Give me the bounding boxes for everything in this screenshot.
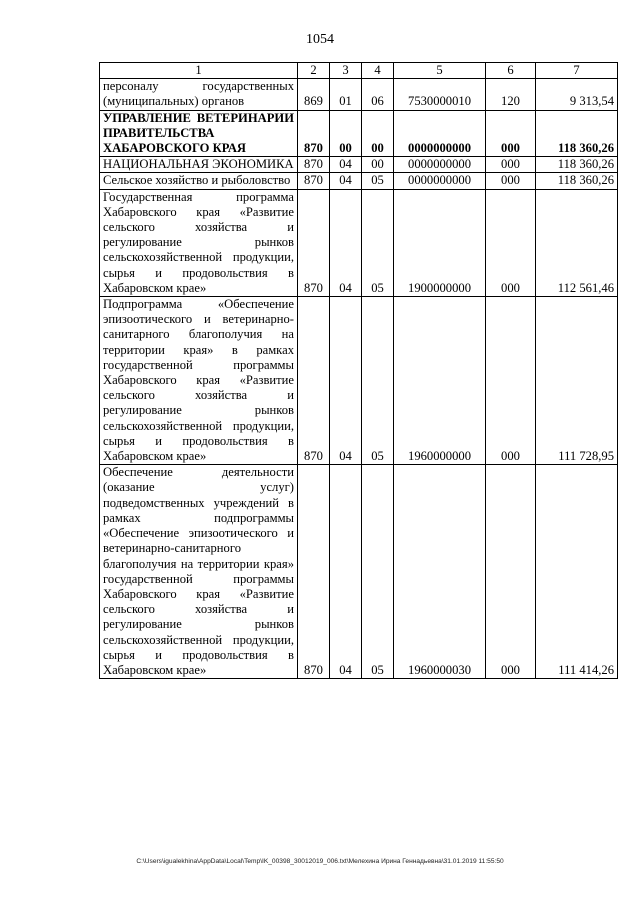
header-col-2: 2 [298,63,330,79]
row-name-cell: УПРАВЛЕНИЕ ВЕТЕРИНАРИИ ПРАВИТЕЛЬСТВА ХАБАРОВСКОГО КРАЯ [100,110,298,157]
section-code-cell: 04 [330,173,362,189]
expense-type-cell: 000 [486,173,536,189]
target-article-cell: 1900000000 [394,189,486,296]
target-article-cell: 0000000000 [394,157,486,173]
expense-type-cell: 000 [486,189,536,296]
chapter-code-cell: 870 [298,189,330,296]
target-article-cell: 0000000000 [394,173,486,189]
header-col-3: 3 [330,63,362,79]
chapter-code-cell: 870 [298,157,330,173]
target-article-cell: 1960000030 [394,465,486,679]
table-row [100,110,618,157]
header-col-4: 4 [362,63,394,79]
section-code-cell: 04 [330,465,362,679]
table-row [100,465,618,679]
target-article-cell: 0000000000 [394,110,486,157]
row-name-cell: НАЦИОНАЛЬНАЯ ЭКОНОМИКА [100,157,298,173]
subsection-code-cell: 00 [362,110,394,157]
expense-type-cell: 000 [486,110,536,157]
expense-type-cell: 120 [486,79,536,110]
subsection-code-cell: 05 [362,465,394,679]
table-row [100,157,618,173]
section-code-cell: 01 [330,79,362,110]
subsection-code-cell: 05 [362,297,394,465]
subsection-code-cell: 06 [362,79,394,110]
row-name-cell: Сельское хозяйство и рыболовство [100,173,298,189]
chapter-code-cell: 869 [298,79,330,110]
subsection-code-cell: 00 [362,157,394,173]
table-row [100,297,618,465]
chapter-code-cell: 870 [298,110,330,157]
table-row [100,189,618,296]
section-code-cell: 04 [330,297,362,465]
row-name-cell: Обеспечение деятельности (оказание услуг) подведомственных учреждений в рамках подпрограммы «Обеспечение эпизоотического и ветеринарно-санитарного благополучия на территории края» государственной программы Хабаровского края «Развитие сельского хозяйства и регулирование рынков сельскохозяйственной продукции, сырья и продовольствия в Хабаровском крае» [100,465,298,679]
header-col-7: 7 [536,63,618,79]
amount-cell: 111 728,95 [536,297,618,465]
row-name-cell: Государственная программа Хабаровского края «Развитие сельского хозяйства и регулирование рынков сельскохозяйственной продукции, сырья и продовольствия в Хабаровском крае» [100,189,298,296]
file-path-footer: C:\Users\igualekhina\AppData\Local\Temp\IK_00398_30012019_006.txt\Мелехина Ирина Геннадьевна\31.01.2019 11:55:50 [136,858,504,865]
header-row [100,63,618,79]
amount-cell: 118 360,26 [536,110,618,157]
header-col-6: 6 [486,63,536,79]
page-number: 1054 [306,32,334,47]
table-row [100,173,618,189]
table-row [100,79,618,110]
expense-type-cell: 000 [486,297,536,465]
section-code-cell: 04 [330,157,362,173]
header-col-1: 1 [100,63,298,79]
budget-table [99,62,618,679]
expense-type-cell: 000 [486,157,536,173]
row-name-cell: Подпрограмма «Обеспечение эпизоотического и ветеринарно-санитарного благополучия на территории края» в рамках государственной программы Хабаровского края «Развитие сельского хозяйства и регулирование рынков сельскохозяйственной продукции, сырья и продовольствия в Хабаровском крае» [100,297,298,465]
table-body [100,63,618,679]
chapter-code-cell: 870 [298,465,330,679]
amount-cell: 9 313,54 [536,79,618,110]
section-code-cell: 00 [330,110,362,157]
amount-cell: 111 414,26 [536,465,618,679]
header-col-5: 5 [394,63,486,79]
expense-type-cell: 000 [486,465,536,679]
amount-cell: 112 561,46 [536,189,618,296]
chapter-code-cell: 870 [298,173,330,189]
amount-cell: 118 360,26 [536,173,618,189]
subsection-code-cell: 05 [362,189,394,296]
amount-cell: 118 360,26 [536,157,618,173]
row-name-cell: персоналу государственных (муниципальных) органов [100,79,298,110]
target-article-cell: 1960000000 [394,297,486,465]
target-article-cell: 7530000010 [394,79,486,110]
section-code-cell: 04 [330,189,362,296]
subsection-code-cell: 05 [362,173,394,189]
chapter-code-cell: 870 [298,297,330,465]
